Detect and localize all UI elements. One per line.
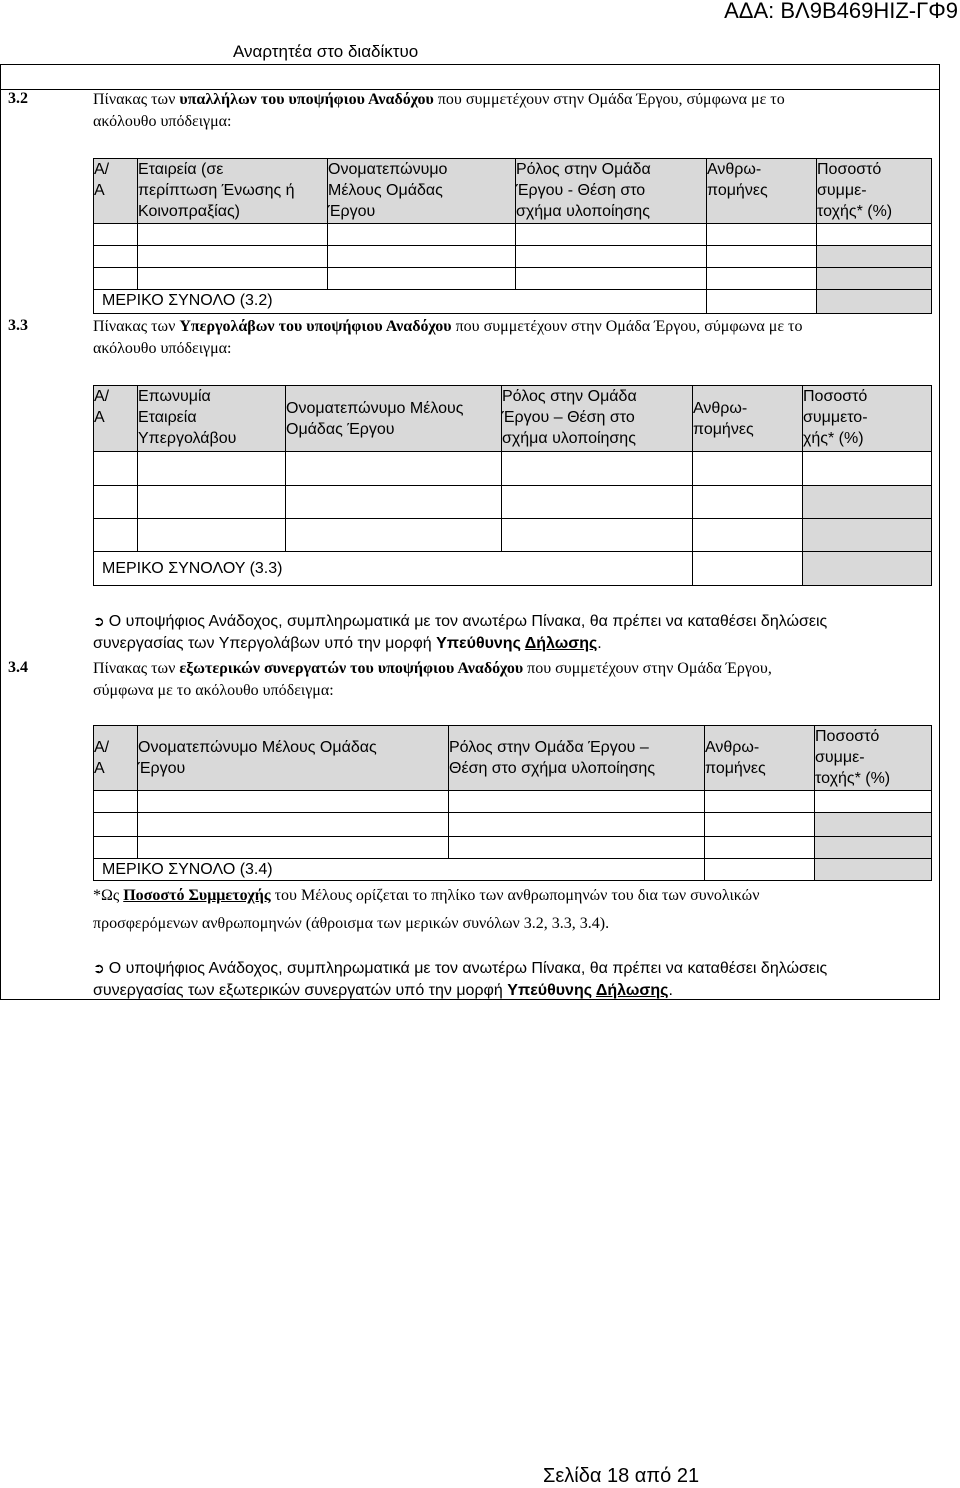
- table-cell[interactable]: [815, 837, 932, 859]
- table-cell[interactable]: [815, 813, 932, 837]
- table-cell[interactable]: [286, 452, 502, 486]
- table-cell[interactable]: [94, 791, 138, 813]
- table-cell[interactable]: [138, 519, 286, 552]
- header-cell-percent: Ποσοστό συμμε- τοχής* (%): [815, 726, 932, 791]
- table-cell[interactable]: [803, 486, 932, 519]
- total-manmonths-cell[interactable]: [705, 859, 815, 881]
- table-cell[interactable]: [449, 837, 705, 859]
- intro-text: ακόλουθο υπόδειγμα:: [93, 113, 232, 130]
- section-3-3-intro: [93, 316, 933, 360]
- table-cell[interactable]: [502, 486, 693, 519]
- table-cell[interactable]: [328, 224, 516, 246]
- total-row: [94, 552, 932, 586]
- intro-text: ακόλουθο υπόδειγμα:: [93, 340, 232, 357]
- table-header-row: [94, 726, 932, 791]
- table-cell[interactable]: [286, 486, 502, 519]
- table-row: [94, 486, 932, 519]
- table-3-4: [93, 725, 932, 881]
- arrow-icon: ➲: [93, 614, 105, 630]
- intro-bold: Υπεργολάβων του υποψήφιου Αναδόχου: [179, 318, 452, 335]
- table-cell[interactable]: [138, 268, 328, 290]
- table-cell[interactable]: [516, 224, 707, 246]
- table-cell[interactable]: [707, 224, 817, 246]
- table-cell[interactable]: [817, 268, 932, 290]
- table-cell[interactable]: [138, 246, 328, 268]
- note-text: Ο υποψήφιος Ανάδοχος, συμπληρωματικά με τον ανωτέρω Πίνακα, θα πρέπει να καταθέσει δηλώσεις: [108, 613, 828, 630]
- total-percent-cell[interactable]: [815, 859, 932, 881]
- header-cell-role: Ρόλος στην Ομάδα Έργου – Θέση στο σχήμα υλοποίησης: [449, 726, 705, 791]
- table-3-3: [93, 385, 932, 586]
- table-header-row: [94, 386, 932, 452]
- table-cell[interactable]: [817, 224, 932, 246]
- intro-bold: εξωτερικών συνεργατών του υποψήφιου Αναδόχου: [179, 660, 524, 677]
- section-number-3-4: 3.4: [8, 659, 28, 676]
- section-3-4-footnote: [93, 882, 931, 938]
- table-cell[interactable]: [803, 452, 932, 486]
- table-cell[interactable]: [502, 452, 693, 486]
- header-cell-percent: Ποσοστό συμμε- τοχής* (%): [817, 159, 932, 224]
- note-text: συνεργασίας των Υπεργολάβων υπό την μορφή: [93, 635, 437, 652]
- table-cell[interactable]: [705, 813, 815, 837]
- total-label: ΜΕΡΙΚΟ ΣΥΝΟΛΟ (3.2): [94, 290, 707, 314]
- section-3-4-intro: [93, 658, 931, 702]
- table-row: [94, 452, 932, 486]
- ada-code: ΑΔΑ: ΒΛ9Β469ΗΙΖ-ΓΦ9: [724, 0, 958, 23]
- note-bold: Υπεύθυνης: [436, 635, 525, 652]
- intro-bold: υπαλλήλων του υποψήφιου Αναδόχου: [179, 91, 434, 108]
- table-cell[interactable]: [449, 813, 705, 837]
- note-text: .: [597, 635, 602, 652]
- table-cell[interactable]: [138, 224, 328, 246]
- table-cell[interactable]: [516, 246, 707, 268]
- intro-text: που συμμετέχουν στην Ομάδα Έργου,: [523, 660, 772, 677]
- section-3-2-intro: [93, 89, 933, 133]
- table-row: [94, 837, 932, 859]
- table-cell[interactable]: [138, 791, 449, 813]
- note-text: συνεργασίας των εξωτερικών συνεργατών υπό την μορφή: [93, 982, 508, 999]
- table-cell[interactable]: [693, 452, 803, 486]
- header-cell-aa: Α/ Α: [94, 386, 138, 452]
- table-cell[interactable]: [693, 486, 803, 519]
- table-cell[interactable]: [693, 519, 803, 552]
- intro-text: σύμφωνα με το ακόλουθο υπόδειγμα:: [93, 682, 334, 699]
- footnote-text: του Μέλους ορίζεται το πηλίκο των ανθρωπομηνών του δια των συνολικών: [270, 887, 760, 904]
- note-text: Ο υποψήφιος Ανάδοχος, συμπληρωματικά με τον ανωτέρω Πίνακα, θα πρέπει να καταθέσει δηλώσεις: [108, 960, 828, 977]
- total-label: ΜΕΡΙΚΟ ΣΥΝΟΛΟΥ (3.3): [94, 552, 693, 586]
- table-cell[interactable]: [94, 224, 138, 246]
- header-cell-manmonths: Ανθρω- πομήνες: [705, 726, 815, 791]
- intro-text: που συμμετέχουν στην Ομάδα Έργου, σύμφωνα με το: [433, 91, 785, 108]
- header-cell-percent: Ποσοστό συμμετο- χής* (%): [803, 386, 932, 452]
- intro-text: Πίνακας των: [93, 318, 180, 335]
- page-number: Σελίδα 18 από 21: [543, 1465, 700, 1487]
- table-cell[interactable]: [94, 246, 138, 268]
- table-cell[interactable]: [94, 452, 138, 486]
- total-percent-cell[interactable]: [803, 552, 932, 586]
- table-cell[interactable]: [803, 519, 932, 552]
- table-cell[interactable]: [94, 837, 138, 859]
- note-text: .: [668, 982, 673, 999]
- table-cell[interactable]: [705, 791, 815, 813]
- total-row: [94, 290, 932, 314]
- section-3-3-note: [93, 611, 938, 655]
- table-row: [94, 791, 932, 813]
- table-cell[interactable]: [817, 246, 932, 268]
- table-cell[interactable]: [516, 268, 707, 290]
- total-label: ΜΕΡΙΚΟ ΣΥΝΟΛΟ (3.4): [94, 859, 705, 881]
- table-cell[interactable]: [449, 791, 705, 813]
- header-cell-manmonths: Ανθρω- πομήνες: [707, 159, 817, 224]
- table-cell[interactable]: [707, 268, 817, 290]
- header-cell-aa: Α/ Α: [94, 726, 138, 791]
- table-cell[interactable]: [815, 791, 932, 813]
- header-cell-company: Εταιρεία (σε περίπτωση Ένωσης ή Κοινοπραξίας): [138, 159, 328, 224]
- table-row: [94, 224, 932, 246]
- table-cell[interactable]: [138, 452, 286, 486]
- note-bold-underlined: Δήλωσης: [524, 635, 598, 652]
- section-number-3-3: 3.3: [8, 317, 28, 334]
- table-cell[interactable]: [94, 813, 138, 837]
- note-bold-underlined: Δήλωσης: [595, 982, 669, 999]
- table-cell[interactable]: [138, 486, 286, 519]
- footnote-text: προσφερόμενων ανθρωπομηνών (άθροισμα των μερικών συνόλων 3.2, 3.3, 3.4).: [93, 915, 610, 932]
- total-manmonths-cell[interactable]: [707, 290, 817, 314]
- total-manmonths-cell[interactable]: [693, 552, 803, 586]
- table-row: [94, 813, 932, 837]
- table-header-row: [94, 159, 932, 224]
- intro-text: που συμμετέχουν στην Ομάδα Έργου, σύμφωνα με το: [451, 318, 803, 335]
- table-cell[interactable]: [94, 486, 138, 519]
- footnote-text: *Ως: [93, 887, 124, 904]
- table-cell[interactable]: [138, 813, 449, 837]
- intro-text: Πίνακας των: [93, 91, 180, 108]
- section-number-3-2: 3.2: [8, 90, 28, 107]
- table-3-2: [93, 158, 932, 314]
- table-row: [94, 268, 932, 290]
- table-row: [94, 519, 932, 552]
- header-cell-aa: Α/ Α: [94, 159, 138, 224]
- section-3-4-note: [93, 958, 938, 1002]
- table-cell[interactable]: [138, 837, 449, 859]
- header-cell-manmonths: Ανθρω- πομήνες: [693, 386, 803, 452]
- note-bold: Υπεύθυνης: [507, 982, 596, 999]
- arrow-icon: ➲: [93, 961, 105, 977]
- intro-text: Πίνακας των: [93, 660, 180, 677]
- header-cell-company: Επωνυμία Εταιρεία Υπεργολάβου: [138, 386, 286, 452]
- header-cell-name: Ονοματεπώνυμο Μέλους Ομάδας Έργου: [286, 386, 502, 452]
- published-label: Αναρτητέα στο διαδίκτυο: [233, 42, 419, 61]
- table-cell[interactable]: [94, 268, 138, 290]
- header-cell-role: Ρόλος στην Ομάδα Έργου - Θέση στο σχήμα υλοποίησης: [516, 159, 707, 224]
- frame-top-row: [0, 64, 940, 90]
- table-cell[interactable]: [707, 246, 817, 268]
- footnote-bold: Ποσοστό Συμμετοχής: [123, 887, 271, 904]
- table-cell[interactable]: [328, 246, 516, 268]
- total-percent-cell[interactable]: [817, 290, 932, 314]
- table-cell[interactable]: [286, 519, 502, 552]
- table-row: [94, 246, 932, 268]
- table-cell[interactable]: [502, 519, 693, 552]
- header-cell-name: Ονοματεπώνυμο Μέλους Ομάδας Έργου: [138, 726, 449, 791]
- header-cell-role: Ρόλος στην Ομάδα Έργου – Θέση στο σχήμα υλοποίησης: [502, 386, 693, 452]
- total-row: [94, 859, 932, 881]
- table-cell[interactable]: [94, 519, 138, 552]
- header-cell-name: Ονοματεπώνυμο Μέλους Ομάδας Έργου: [328, 159, 516, 224]
- table-cell[interactable]: [705, 837, 815, 859]
- table-cell[interactable]: [328, 268, 516, 290]
